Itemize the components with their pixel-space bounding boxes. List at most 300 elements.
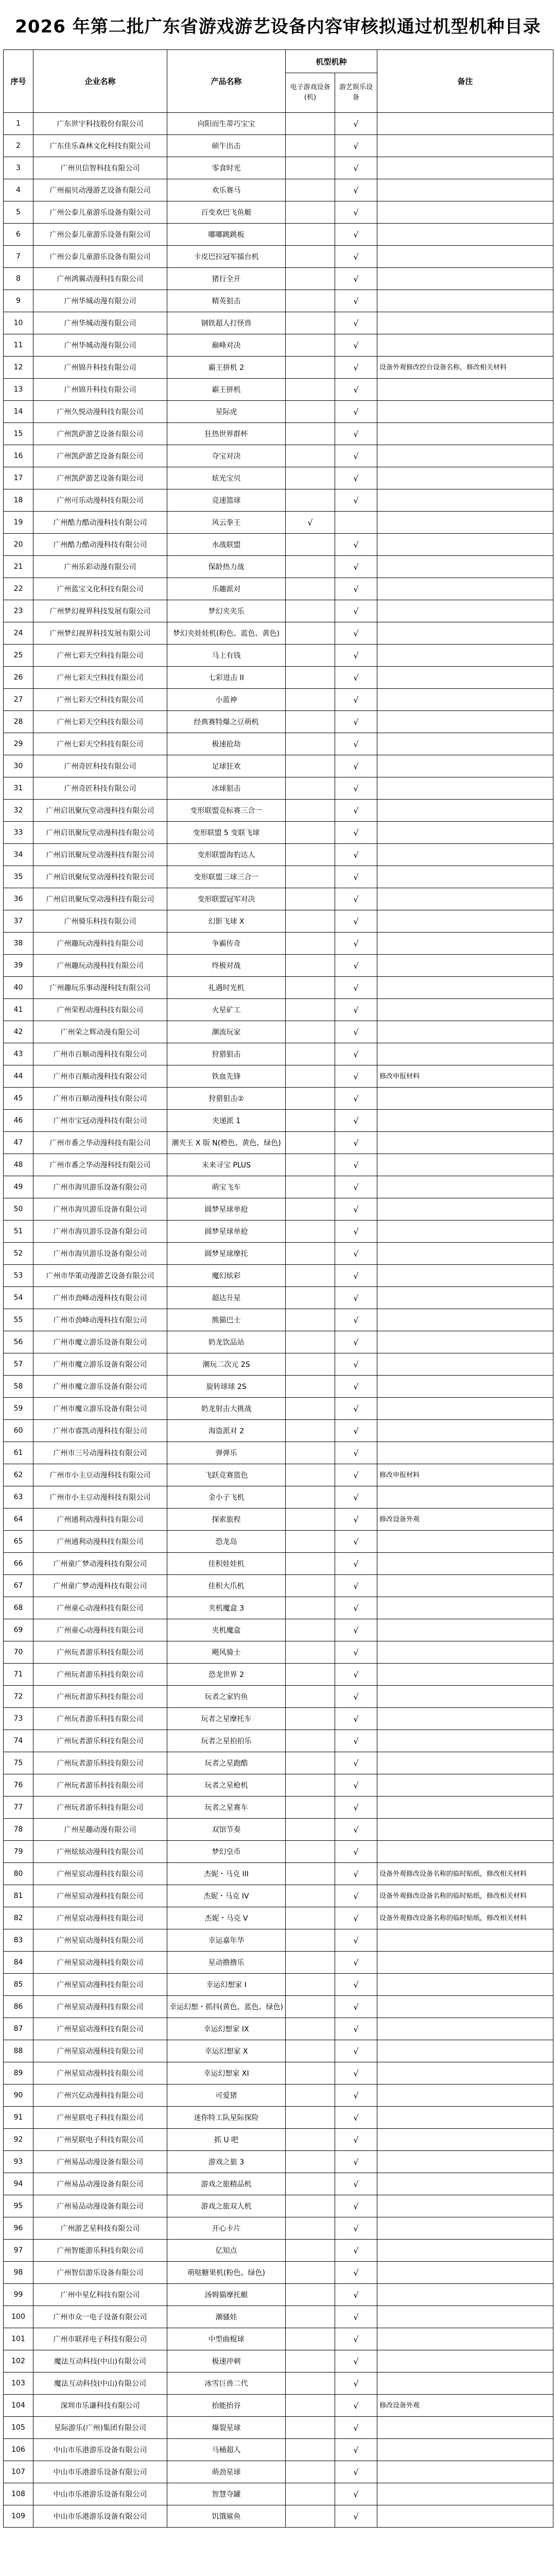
product-name: 智慧夺罐 bbox=[167, 2483, 286, 2505]
row-note bbox=[377, 999, 553, 1021]
company-name: 中山市乐港游乐设备有限公司 bbox=[33, 2505, 167, 2528]
electronic-mark bbox=[286, 2018, 335, 2040]
product-name: 变形联盟冠军对决 bbox=[167, 888, 286, 910]
row-note bbox=[377, 556, 553, 578]
company-name: 广州智能游乐科技有限公司 bbox=[33, 2240, 167, 2262]
electronic-mark bbox=[286, 1907, 335, 1929]
table-row bbox=[4, 1331, 553, 1353]
row-number: 67 bbox=[4, 1575, 33, 1597]
table-row bbox=[4, 999, 553, 1021]
row-number: 90 bbox=[4, 2084, 33, 2107]
arcade-mark: √ bbox=[335, 1841, 377, 1863]
arcade-mark: √ bbox=[335, 2461, 377, 2483]
catalog-table bbox=[3, 49, 553, 2528]
company-name: 广州公泰儿童游乐设备有限公司 bbox=[33, 246, 167, 268]
electronic-mark bbox=[286, 2129, 335, 2151]
table-row bbox=[4, 157, 553, 179]
company-name: 魔法互动科技(中山)有限公司 bbox=[33, 2372, 167, 2395]
row-note bbox=[377, 1664, 553, 1686]
product-name: 变形联盟竞标赛三合一 bbox=[167, 800, 286, 822]
table-row bbox=[4, 179, 553, 201]
row-number: 62 bbox=[4, 1464, 33, 1486]
electronic-mark bbox=[286, 1575, 335, 1597]
table-row bbox=[4, 1065, 553, 1088]
electronic-mark bbox=[286, 1486, 335, 1509]
row-number: 37 bbox=[4, 910, 33, 933]
table-row bbox=[4, 1553, 553, 1575]
row-note bbox=[377, 512, 553, 534]
electronic-mark bbox=[286, 866, 335, 888]
arcade-mark: √ bbox=[335, 578, 377, 600]
company-name: 广州市海贝游乐设备有限公司 bbox=[33, 1221, 167, 1243]
arcade-mark: √ bbox=[335, 1664, 377, 1686]
arcade-mark: √ bbox=[335, 645, 377, 667]
row-note bbox=[377, 2107, 553, 2129]
row-note bbox=[377, 1176, 553, 1198]
row-note bbox=[377, 201, 553, 224]
row-number: 50 bbox=[4, 1198, 33, 1221]
electronic-mark bbox=[286, 1885, 335, 1907]
company-name: 广州奇匠科技有限公司 bbox=[33, 777, 167, 800]
row-number: 42 bbox=[4, 1021, 33, 1043]
electronic-mark bbox=[286, 2284, 335, 2306]
row-note bbox=[377, 689, 553, 711]
product-name: 双馆节奏 bbox=[167, 1819, 286, 1841]
company-name: 广州鸿翼动漫科技有限公司 bbox=[33, 268, 167, 290]
arcade-mark: √ bbox=[335, 1331, 377, 1353]
product-name: 冰雪巨兽二代 bbox=[167, 2372, 286, 2395]
product-name: 玩者之家钓鱼 bbox=[167, 1686, 286, 1708]
header-electronic: 电子游戏设备(机) bbox=[286, 73, 335, 113]
arcade-mark: √ bbox=[335, 600, 377, 622]
row-note bbox=[377, 1132, 553, 1154]
row-note bbox=[377, 2372, 553, 2395]
row-number: 59 bbox=[4, 1398, 33, 1420]
company-name: 广州通利动漫科技有限公司 bbox=[33, 1531, 167, 1553]
company-name: 广州童心动漫科技有限公司 bbox=[33, 1619, 167, 1641]
electronic-mark bbox=[286, 1176, 335, 1198]
product-name: 萌哒糖果机(粉色、绿色) bbox=[167, 2262, 286, 2284]
table-row bbox=[4, 2306, 553, 2328]
row-note bbox=[377, 667, 553, 689]
row-note bbox=[377, 733, 553, 755]
arcade-mark: √ bbox=[335, 1376, 377, 1398]
table-row bbox=[4, 1641, 553, 1664]
arcade-mark: √ bbox=[335, 1885, 377, 1907]
row-number: 83 bbox=[4, 1929, 33, 1952]
product-name: 梦幻夹娃娃机(粉色、蓝色、黄色) bbox=[167, 622, 286, 645]
row-number: 26 bbox=[4, 667, 33, 689]
row-number: 13 bbox=[4, 379, 33, 401]
electronic-mark bbox=[286, 2461, 335, 2483]
product-name: 星动撸撸乐 bbox=[167, 1952, 286, 1974]
company-name: 广州市魔立游乐设备有限公司 bbox=[33, 1331, 167, 1353]
product-name: 海盗派对 2 bbox=[167, 1420, 286, 1442]
row-note: 设备外观修改设备名称的临时贴纸，修改相关材料 bbox=[377, 1863, 553, 1885]
company-name: 广州凯萨游艺设备有限公司 bbox=[33, 467, 167, 489]
table-header bbox=[4, 50, 553, 113]
table-row bbox=[4, 822, 553, 844]
row-note bbox=[377, 312, 553, 334]
row-number: 30 bbox=[4, 755, 33, 777]
electronic-mark bbox=[286, 1198, 335, 1221]
table-row bbox=[4, 2439, 553, 2461]
row-number: 82 bbox=[4, 1907, 33, 1929]
company-name: 广州荣程动漫科技有限公司 bbox=[33, 999, 167, 1021]
table-row bbox=[4, 1885, 553, 1907]
company-name: 广州七彩天空科技有限公司 bbox=[33, 645, 167, 667]
table-row bbox=[4, 246, 553, 268]
electronic-mark bbox=[286, 135, 335, 157]
row-number: 35 bbox=[4, 866, 33, 888]
electronic-mark bbox=[286, 977, 335, 999]
row-note bbox=[377, 2306, 553, 2328]
electronic-mark bbox=[286, 999, 335, 1021]
table-row bbox=[4, 1198, 553, 1221]
row-note bbox=[377, 578, 553, 600]
company-name: 广州市睿凯动漫科技有限公司 bbox=[33, 1420, 167, 1442]
company-name: 广州启讯聚玩堂动漫科技有限公司 bbox=[33, 888, 167, 910]
company-name: 广州市宝冠动漫科技有限公司 bbox=[33, 1110, 167, 1132]
product-name: 超达升星 bbox=[167, 1287, 286, 1309]
row-note bbox=[377, 2328, 553, 2350]
document-title: 2026 年第二批广东省游戏游艺设备内容审核拟通过机型机种目录 bbox=[15, 16, 541, 37]
row-note bbox=[377, 800, 553, 822]
company-name: 广州市海贝游乐设备有限公司 bbox=[33, 1243, 167, 1265]
arcade-mark: √ bbox=[335, 1619, 377, 1641]
company-name: 广州市百顺动漫科技有限公司 bbox=[33, 1043, 167, 1065]
row-note bbox=[377, 1686, 553, 1708]
company-name: 广州市魔立游乐设备有限公司 bbox=[33, 1353, 167, 1376]
product-name: 马桶超人 bbox=[167, 2439, 286, 2461]
arcade-mark: √ bbox=[335, 667, 377, 689]
electronic-mark bbox=[286, 2439, 335, 2461]
table-row bbox=[4, 1353, 553, 1376]
row-number: 38 bbox=[4, 933, 33, 955]
company-name: 广州星宸动漫科技有限公司 bbox=[33, 1952, 167, 1974]
arcade-mark: √ bbox=[335, 1929, 377, 1952]
company-name: 广州市众一电子设备有限公司 bbox=[33, 2306, 167, 2328]
electronic-mark bbox=[286, 1353, 335, 1376]
electronic-mark bbox=[286, 2395, 335, 2417]
arcade-mark: √ bbox=[335, 777, 377, 800]
table-row bbox=[4, 977, 553, 999]
row-number: 58 bbox=[4, 1376, 33, 1398]
row-number: 44 bbox=[4, 1065, 33, 1088]
electronic-mark bbox=[286, 1088, 335, 1110]
company-name: 广州启讯聚玩堂动漫科技有限公司 bbox=[33, 844, 167, 866]
table-row bbox=[4, 379, 553, 401]
product-name: 弹弹乐 bbox=[167, 1442, 286, 1464]
row-number: 34 bbox=[4, 844, 33, 866]
table-row bbox=[4, 1420, 553, 1442]
arcade-mark: √ bbox=[335, 2328, 377, 2350]
electronic-mark bbox=[286, 1863, 335, 1885]
row-number: 87 bbox=[4, 2018, 33, 2040]
company-name: 广州玩者游乐科技有限公司 bbox=[33, 1730, 167, 1752]
electronic-mark bbox=[286, 2372, 335, 2395]
product-name: 百变欢巴飞鱼艇 bbox=[167, 201, 286, 224]
product-name: 汤姆猫摩托艇 bbox=[167, 2284, 286, 2306]
row-note: 修改申报材料 bbox=[377, 1065, 553, 1088]
electronic-mark bbox=[286, 1641, 335, 1664]
electronic-mark bbox=[286, 1819, 335, 1841]
table-row bbox=[4, 933, 553, 955]
arcade-mark: √ bbox=[335, 733, 377, 755]
arcade-mark: √ bbox=[335, 489, 377, 512]
arcade-mark: √ bbox=[335, 977, 377, 999]
product-name: 炫光宝贝 bbox=[167, 467, 286, 489]
electronic-mark bbox=[286, 1021, 335, 1043]
row-note bbox=[377, 1841, 553, 1863]
product-name: 圆梦星球单抢 bbox=[167, 1221, 286, 1243]
table-row bbox=[4, 1442, 553, 1464]
table-row bbox=[4, 1265, 553, 1287]
table-row bbox=[4, 1996, 553, 2018]
row-number: 77 bbox=[4, 1797, 33, 1819]
row-number: 5 bbox=[4, 201, 33, 224]
table-row bbox=[4, 1774, 553, 1797]
row-number: 8 bbox=[4, 268, 33, 290]
product-name: 抬能抬谷 bbox=[167, 2395, 286, 2417]
product-name: 飞跃竞赛篮色 bbox=[167, 1464, 286, 1486]
table-row bbox=[4, 2084, 553, 2107]
table-row bbox=[4, 2395, 553, 2417]
electronic-mark bbox=[286, 1797, 335, 1819]
row-note bbox=[377, 844, 553, 866]
arcade-mark: √ bbox=[335, 1996, 377, 2018]
row-number: 12 bbox=[4, 357, 33, 379]
row-note bbox=[377, 334, 553, 357]
arcade-mark: √ bbox=[335, 2240, 377, 2262]
product-name: 探索旅程 bbox=[167, 1509, 286, 1531]
row-note bbox=[377, 1708, 553, 1730]
table-row bbox=[4, 1376, 553, 1398]
row-note bbox=[377, 1287, 553, 1309]
table-row bbox=[4, 1686, 553, 1708]
arcade-mark: √ bbox=[335, 1132, 377, 1154]
row-note bbox=[377, 2084, 553, 2107]
row-number: 100 bbox=[4, 2306, 33, 2328]
arcade-mark: √ bbox=[335, 1774, 377, 1797]
table-row bbox=[4, 1132, 553, 1154]
table-row bbox=[4, 357, 553, 379]
company-name: 广州游艺星科技有限公司 bbox=[33, 2217, 167, 2240]
row-note bbox=[377, 1929, 553, 1952]
table-row bbox=[4, 1752, 553, 1774]
row-note bbox=[377, 1641, 553, 1664]
product-name: 魔幻炫彩 bbox=[167, 1265, 286, 1287]
row-note bbox=[377, 2040, 553, 2062]
company-name: 广州华城动漫有限公司 bbox=[33, 312, 167, 334]
electronic-mark bbox=[286, 1376, 335, 1398]
electronic-mark bbox=[286, 955, 335, 977]
table-row bbox=[4, 1464, 553, 1486]
electronic-mark bbox=[286, 1664, 335, 1686]
company-name: 广州易品动漫设备有限公司 bbox=[33, 2195, 167, 2217]
product-name: 亿知点 bbox=[167, 2240, 286, 2262]
table-row bbox=[4, 1154, 553, 1176]
electronic-mark bbox=[286, 1553, 335, 1575]
company-name: 广州华城动漫有限公司 bbox=[33, 334, 167, 357]
row-number: 91 bbox=[4, 2107, 33, 2129]
row-note bbox=[377, 1797, 553, 1819]
row-number: 60 bbox=[4, 1420, 33, 1442]
electronic-mark bbox=[286, 201, 335, 224]
row-note bbox=[377, 1398, 553, 1420]
company-name: 广州星宸动漫科技有限公司 bbox=[33, 1929, 167, 1952]
arcade-mark: √ bbox=[335, 955, 377, 977]
row-note bbox=[377, 1619, 553, 1641]
product-name: 游戏之旅 3 bbox=[167, 2151, 286, 2173]
company-name: 中山市乐港游乐设备有限公司 bbox=[33, 2439, 167, 2461]
electronic-mark bbox=[286, 2417, 335, 2439]
company-name: 广州凯萨游艺设备有限公司 bbox=[33, 423, 167, 445]
electronic-mark bbox=[286, 711, 335, 733]
electronic-mark bbox=[286, 2350, 335, 2372]
company-name: 广州智信游乐设备有限公司 bbox=[33, 2262, 167, 2284]
company-name: 广州中星亿科技有限公司 bbox=[33, 2284, 167, 2306]
row-note bbox=[377, 423, 553, 445]
row-number: 20 bbox=[4, 534, 33, 556]
electronic-mark bbox=[286, 1265, 335, 1287]
row-number: 53 bbox=[4, 1265, 33, 1287]
company-name: 广州市华策动漫游艺设备有限公司 bbox=[33, 1265, 167, 1287]
electronic-mark bbox=[286, 534, 335, 556]
product-name: 未来寻宝 PLUS bbox=[167, 1154, 286, 1176]
table-body bbox=[4, 113, 553, 2528]
arcade-mark: √ bbox=[335, 467, 377, 489]
product-name: 萌宝飞车 bbox=[167, 1176, 286, 1198]
electronic-mark bbox=[286, 1442, 335, 1464]
product-name: 萌劲星球 bbox=[167, 2461, 286, 2483]
table-row bbox=[4, 888, 553, 910]
table-row bbox=[4, 1841, 553, 1863]
arcade-mark: √ bbox=[335, 1398, 377, 1420]
product-name: 杰妮・马克 IV bbox=[167, 1885, 286, 1907]
row-note bbox=[377, 1575, 553, 1597]
product-name: 金小子飞机 bbox=[167, 1486, 286, 1509]
row-number: 16 bbox=[4, 445, 33, 467]
row-number: 6 bbox=[4, 224, 33, 246]
row-note: 设备外观修改控台设备名称，修改相关材料 bbox=[377, 357, 553, 379]
company-name: 魔法互动科技(中山)有限公司 bbox=[33, 2350, 167, 2372]
product-name: 零食时光 bbox=[167, 157, 286, 179]
electronic-mark bbox=[286, 622, 335, 645]
arcade-mark: √ bbox=[335, 2306, 377, 2328]
arcade-mark: √ bbox=[335, 1043, 377, 1065]
product-name: 狩猎狙击② bbox=[167, 1088, 286, 1110]
product-name: 潮流玩家 bbox=[167, 1021, 286, 1043]
row-number: 88 bbox=[4, 2040, 33, 2062]
table-row bbox=[4, 2483, 553, 2505]
arcade-mark: √ bbox=[335, 1575, 377, 1597]
row-note bbox=[377, 1221, 553, 1243]
company-name: 广州星联电子科技有限公司 bbox=[33, 2107, 167, 2129]
company-name: 广州市劲峰动漫科技有限公司 bbox=[33, 1309, 167, 1331]
row-number: 17 bbox=[4, 467, 33, 489]
product-name: 礼遇时光机 bbox=[167, 977, 286, 999]
arcade-mark: √ bbox=[335, 755, 377, 777]
row-number: 72 bbox=[4, 1686, 33, 1708]
product-name: 夹机魔盒 bbox=[167, 1619, 286, 1641]
row-number: 61 bbox=[4, 1442, 33, 1464]
electronic-mark bbox=[286, 777, 335, 800]
row-number: 57 bbox=[4, 1353, 33, 1376]
electronic-mark: √ bbox=[286, 512, 335, 534]
electronic-mark bbox=[286, 1841, 335, 1863]
table-row bbox=[4, 201, 553, 224]
company-name: 广州七彩天空科技有限公司 bbox=[33, 711, 167, 733]
electronic-mark bbox=[286, 689, 335, 711]
company-name: 广州星宸动漫科技有限公司 bbox=[33, 1974, 167, 1996]
table-row bbox=[4, 1398, 553, 1420]
product-name: 幸运幻想・抓抖(黄色、蓝色、绿色) bbox=[167, 1996, 286, 2018]
electronic-mark bbox=[286, 1110, 335, 1132]
company-name: 广州荣之辉动漫有限公司 bbox=[33, 1021, 167, 1043]
row-note bbox=[377, 600, 553, 622]
table-row bbox=[4, 2350, 553, 2372]
product-name: 冰球狙击 bbox=[167, 777, 286, 800]
arcade-mark: √ bbox=[335, 866, 377, 888]
row-number: 2 bbox=[4, 135, 33, 157]
company-name: 广州乐彩动漫有限公司 bbox=[33, 556, 167, 578]
company-name: 广州锦升科技有限公司 bbox=[33, 357, 167, 379]
row-number: 19 bbox=[4, 512, 33, 534]
electronic-mark bbox=[286, 224, 335, 246]
electronic-mark bbox=[286, 2195, 335, 2217]
product-name: 可爱猪 bbox=[167, 2084, 286, 2107]
arcade-mark: √ bbox=[335, 246, 377, 268]
company-name: 广州星宸动漫科技有限公司 bbox=[33, 2018, 167, 2040]
row-number: 86 bbox=[4, 1996, 33, 2018]
row-note: 修改申报材料 bbox=[377, 1464, 553, 1486]
company-name: 广州童广梦动漫科技有限公司 bbox=[33, 1553, 167, 1575]
arcade-mark: √ bbox=[335, 1198, 377, 1221]
product-name: 小蓝神 bbox=[167, 689, 286, 711]
row-number: 45 bbox=[4, 1088, 33, 1110]
table-row bbox=[4, 1176, 553, 1198]
company-name: 广州通利动漫科技有限公司 bbox=[33, 1509, 167, 1531]
electronic-mark bbox=[286, 822, 335, 844]
product-name: 经典赛特爆之豆萌机 bbox=[167, 711, 286, 733]
arcade-mark: √ bbox=[335, 1442, 377, 1464]
arcade-mark: √ bbox=[335, 312, 377, 334]
table-row bbox=[4, 1309, 553, 1331]
arcade-mark: √ bbox=[335, 1641, 377, 1664]
product-name: 极速抢劫 bbox=[167, 733, 286, 755]
product-name: 幸运幻想家 I bbox=[167, 1974, 286, 1996]
arcade-mark: √ bbox=[335, 1309, 377, 1331]
row-note bbox=[377, 1442, 553, 1464]
arcade-mark: √ bbox=[335, 1353, 377, 1376]
row-note bbox=[377, 179, 553, 201]
row-note bbox=[377, 711, 553, 733]
row-number: 25 bbox=[4, 645, 33, 667]
arcade-mark: √ bbox=[335, 1243, 377, 1265]
electronic-mark bbox=[286, 268, 335, 290]
product-name: 终极对战 bbox=[167, 955, 286, 977]
table-row bbox=[4, 2195, 553, 2217]
electronic-mark bbox=[286, 1043, 335, 1065]
company-name: 广州市三号动漫科技有限公司 bbox=[33, 1442, 167, 1464]
row-number: 51 bbox=[4, 1221, 33, 1243]
row-number: 66 bbox=[4, 1553, 33, 1575]
electronic-mark bbox=[286, 2217, 335, 2240]
row-number: 68 bbox=[4, 1597, 33, 1619]
row-number: 106 bbox=[4, 2439, 33, 2461]
company-name: 广州福贝动漫游艺设备有限公司 bbox=[33, 179, 167, 201]
